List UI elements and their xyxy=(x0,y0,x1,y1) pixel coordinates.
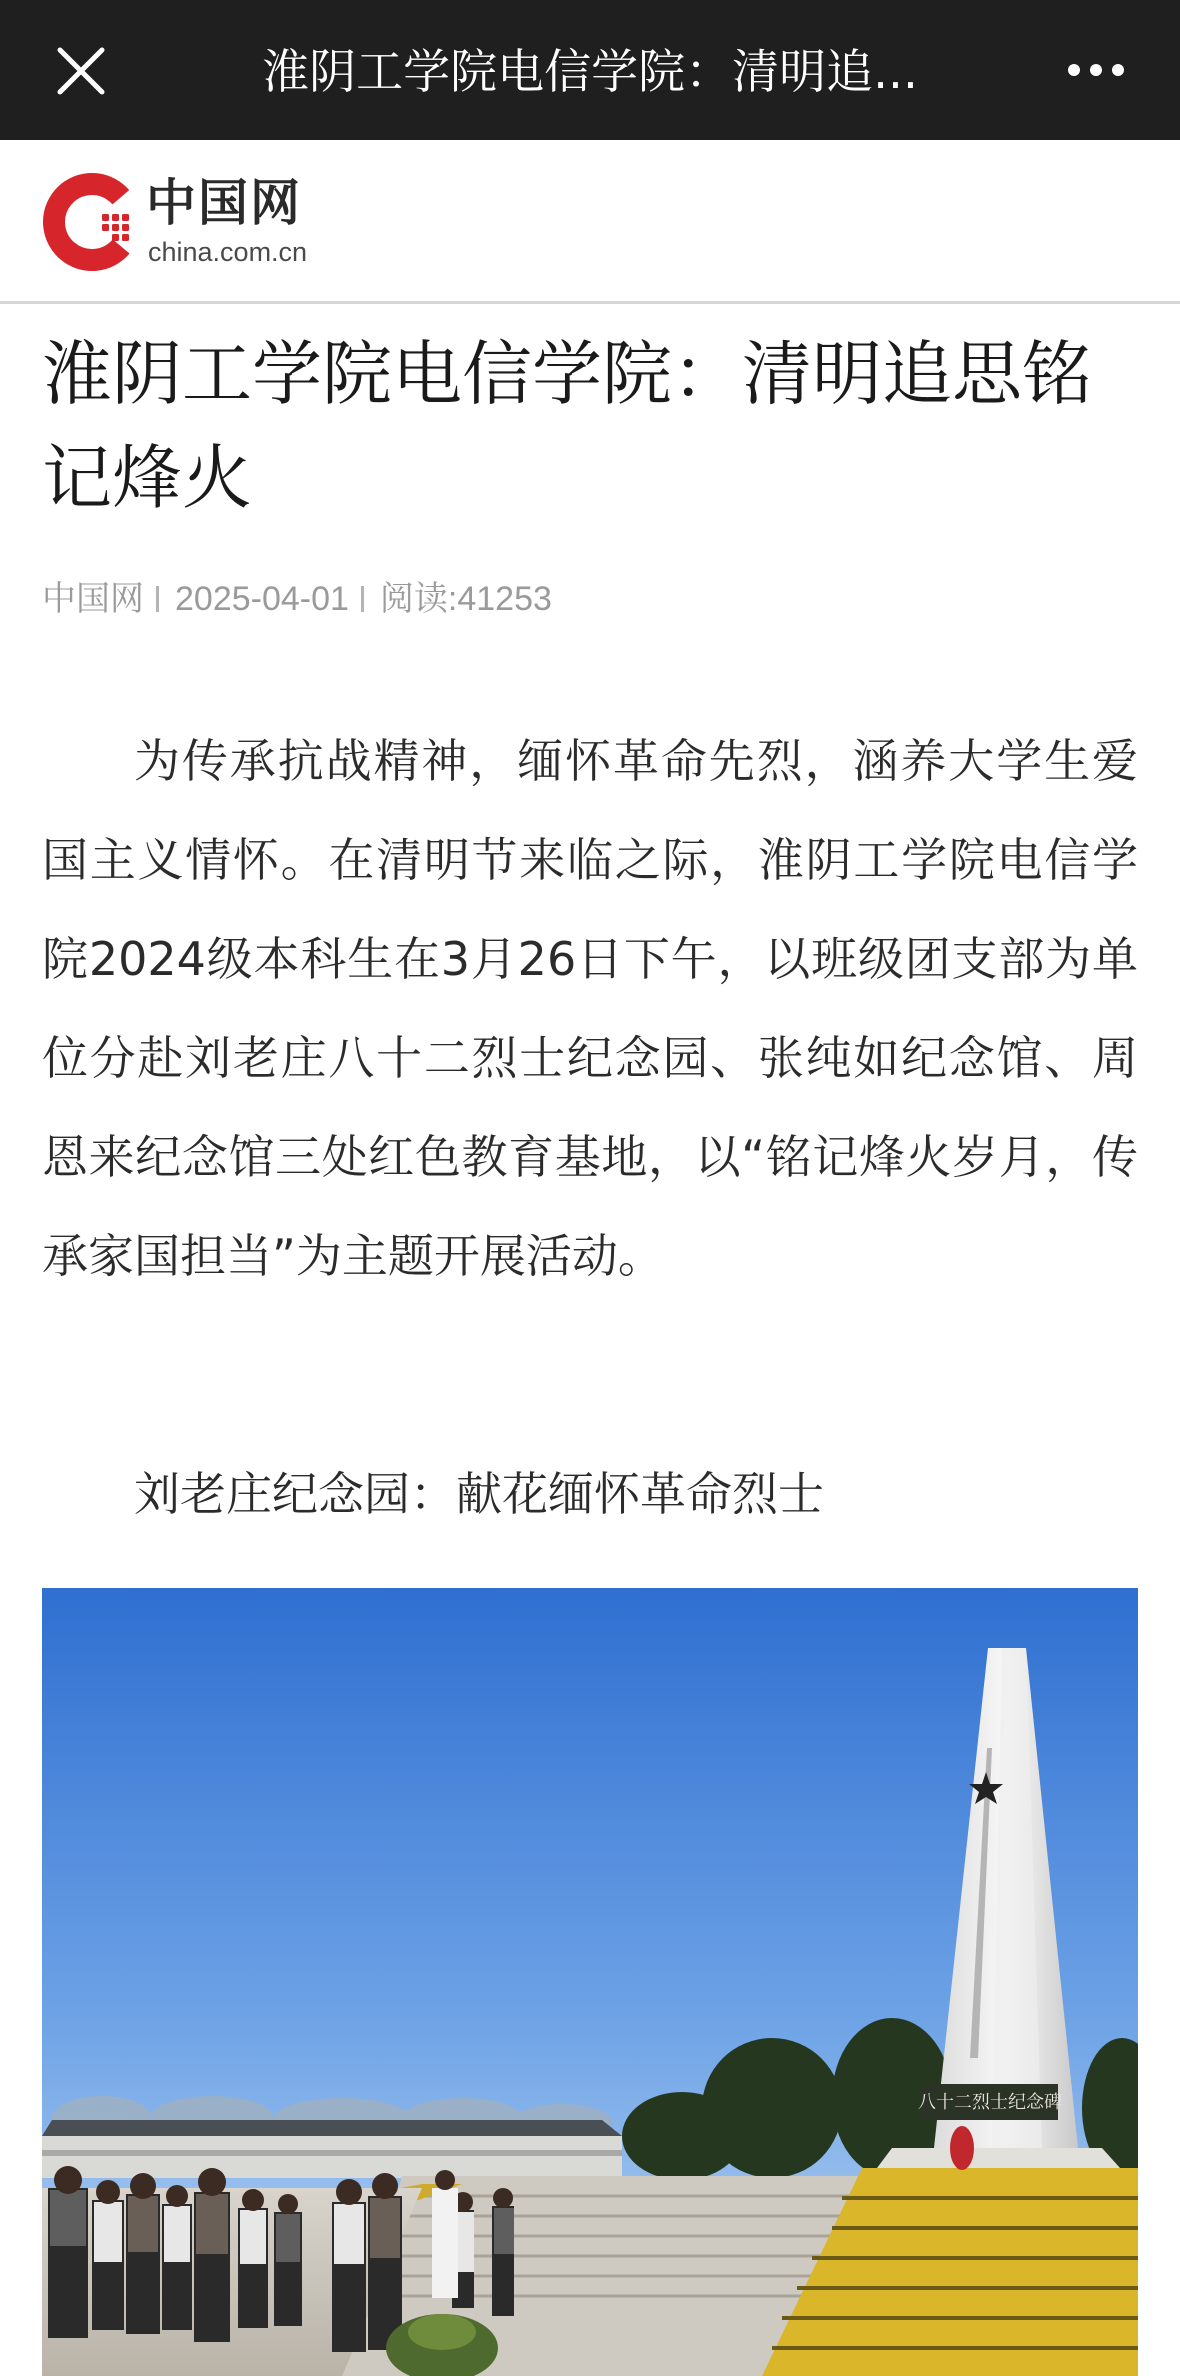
article-title: 淮阴工学院电信学院：清明追思铭记烽火 xyxy=(42,333,1092,519)
article-subheading: 刘老庄纪念园：献花缅怀革命烈士 xyxy=(134,1467,824,1521)
top-bar xyxy=(0,0,1180,140)
article-meta xyxy=(42,574,552,624)
page-title: 淮阴工学院电信学院：清明追... xyxy=(262,45,918,100)
china-com-cn-logo-icon[interactable] xyxy=(40,170,144,274)
brand-name: 中国网 xyxy=(146,174,302,232)
memorial-plaque-text: 八十二烈士纪念碑 xyxy=(918,2092,1062,2113)
brand-domain: china.com.cn xyxy=(148,237,308,267)
more-horizontal-icon[interactable] xyxy=(1060,50,1132,90)
article-read-count: 阅读:41253 xyxy=(379,580,552,618)
article-date: 2025-04-01 xyxy=(175,580,349,618)
article-paragraph: 为传承抗战精神，缅怀革命先烈，涵养大学生爱国主义情怀。在清明节来临之际，淮阴工学院电信学院2024级本科生在3月26日下午，以班级团支部为单位分赴刘老庄八十二烈士纪念园、张纯如纪念馆、周恩来纪念馆三处红色教育基地，以“铭记烽火岁月，传承家国担当”为主题开展活动。 xyxy=(42,734,1138,1283)
meta-divider xyxy=(156,586,159,612)
memorial-photo[interactable] xyxy=(42,1588,1138,2376)
brand-header xyxy=(0,140,1180,304)
article-source: 中国网 xyxy=(42,580,144,618)
close-icon[interactable] xyxy=(46,36,116,106)
meta-divider xyxy=(361,586,364,612)
